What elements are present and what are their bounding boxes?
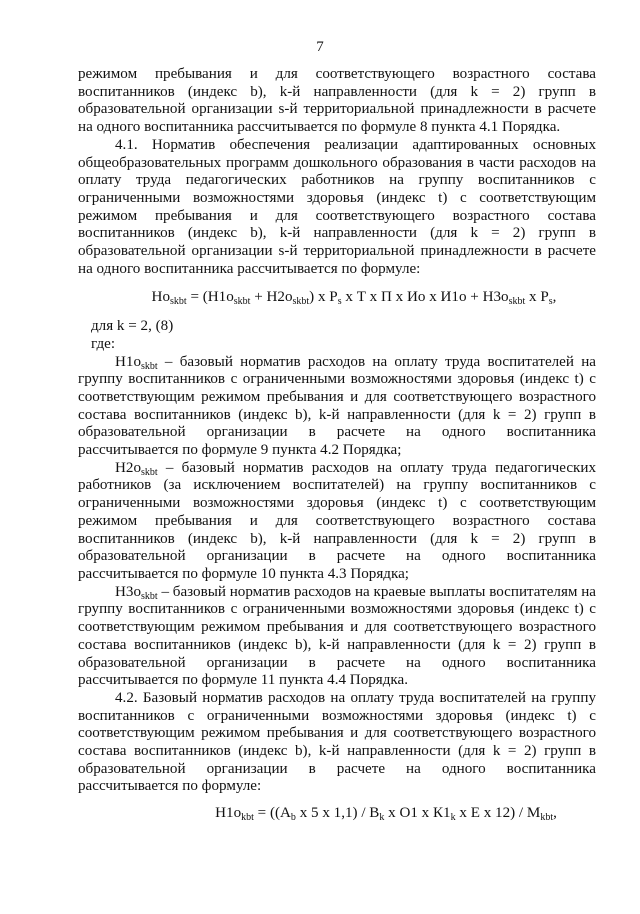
document-body: [78, 66, 596, 834]
paragraph-continuation: режимом пребывания и для соответствующего возрастного состава воспитанников (индекс b), k-й направленности (для k = 2) групп в образовательной организации s-й территориальной принадлежности в расчете на одного воспитанника рассчитывается по формуле 8 пункта 4.1 Порядка.: [78, 66, 596, 136]
formula-condition: для k = 2, (8): [91, 318, 174, 335]
paragraph-4-2: 4.2. Базовый норматив расходов на оплату труда воспитателей на группу воспитанников с ограниченными возможностями здоровья (индекс t) с соответствующим режимом пребывания и для соответствующего возрастного состава воспитанников (индекс b), k-й направленности (для k = 2) групп в образовательной организации в расчете на одного воспитанника рассчитывается по формуле:: [78, 689, 596, 795]
where-label: где:: [91, 335, 116, 352]
definition-h3o: $Н3о_{skbt}$ – базовый норматив расходов на краевые выплаты воспитателям на группу воспитанников с ограниченными возможностями здоровья (индекс t) с соответствующим режимом пребывания и для соответствующего возрастного состава воспитанников (индекс b), k-й направленности (для k = 2) групп в образовательной организации в расчете на одного воспитанника рассчитывается по формуле 11 пункта 4.4 Порядка.: [78, 583, 596, 689]
formula-8: $Но_{skbt} = (Н1о_{skbt} + Н2о_{skbt})$ х $P_s$ х Т х П х Ио х $И1о + Н3о_{skbt}$ х $P_s$,: [151, 289, 557, 308]
page-number: 7: [316, 39, 324, 55]
paragraph-4-1: 4.1. Норматив обеспечения реализации адаптированных основных общеобразовательных программ дошкольного образования в части расходов на оплату труда педагогических работников на группу воспитанников с ограниченными возможностями здоровья (индекс t) с соответствующим режимом пребывания и для соответствующего возрастного состава воспитанников (индекс b), k-й направленности (для k = 2) групп в образовательной организации s-й территориальной принадлежности в расчете на одного воспитанника рассчитывается по формуле:: [78, 136, 596, 277]
definition-h1o: $Н1о_{skbt}$ – базовый норматив расходов на оплату труда воспитателей на группу воспитанников с ограниченными возможностями здоровья (индекс t) с соответствующим режимом пребывания и для соответствующего возрастного состава воспитанников (индекс b), k-й направленности (для k = 2) групп в образовательной организации в расчете на одного воспитанника рассчитывается по формуле 9 пункта 4.2 Порядка;: [78, 353, 596, 459]
definition-h2o: $Н2о_{skbt}$ – базовый норматив расходов на оплату труда педагогических работников (за исключением воспитателей) на группу воспитанников с ограниченными возможностями здоровья (индекс t) с соответствующим режимом пребывания и для соответствующего возрастного состава воспитанников (индекс b), k-й направленности (для k = 2) групп в образовательной организации в расчете на одного воспитанника рассчитывается по формуле 10 пункта 4.3 Порядка;: [78, 459, 596, 582]
formula-9: $Н1о_{kbt} = ((А_b$ х 5 х $1,1) / В_k$ х О1 х $К1_k$ х Е х $12) / М_{kbt}$,: [215, 805, 557, 824]
